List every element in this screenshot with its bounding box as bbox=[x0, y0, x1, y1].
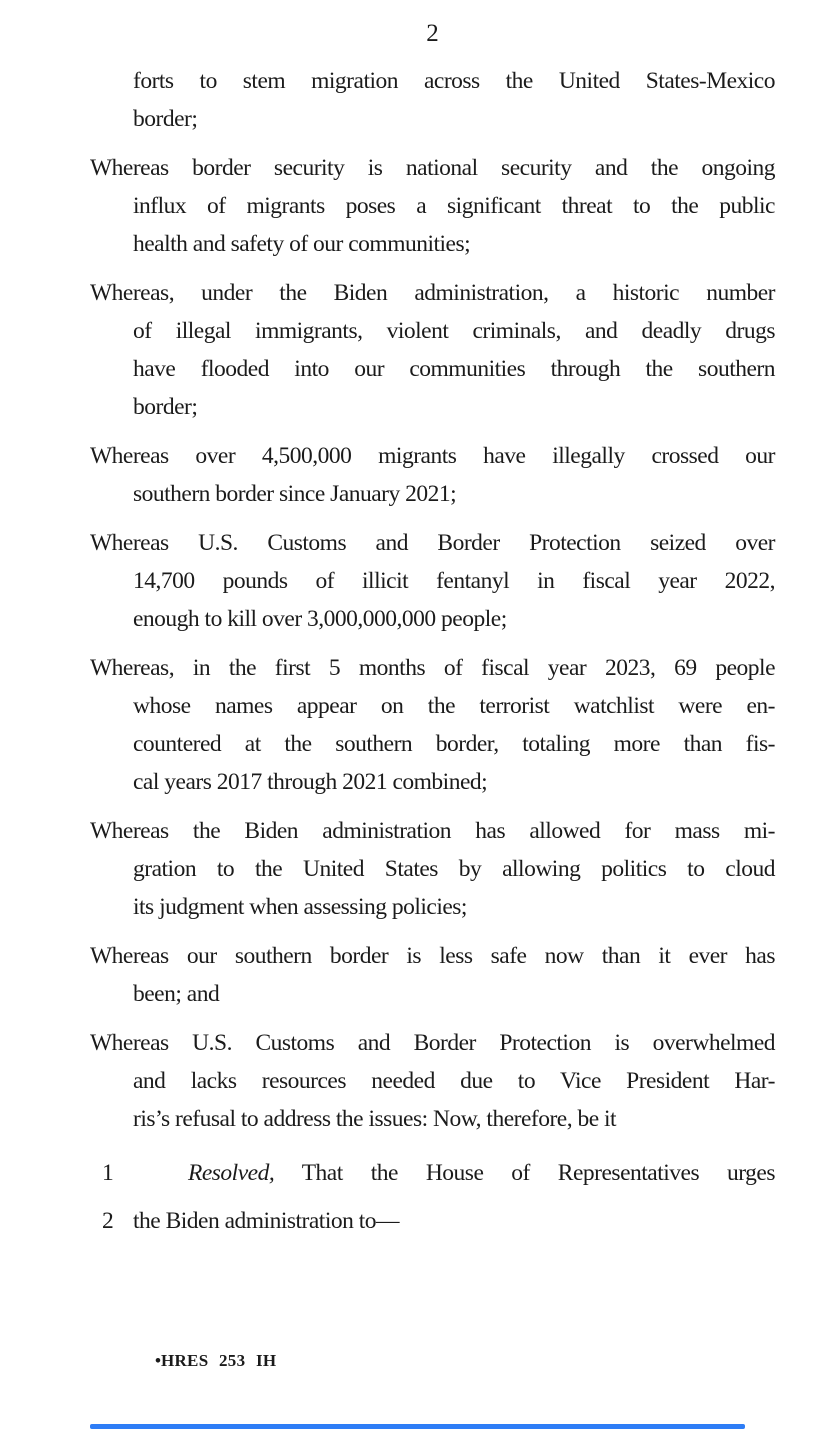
paragraph bbox=[90, 937, 775, 1013]
page-number: 2 bbox=[426, 20, 439, 47]
paragraph bbox=[90, 812, 775, 926]
text-line: whose names appear on the terrorist watchlist were en- bbox=[133, 693, 775, 719]
text-line: been; and bbox=[133, 981, 220, 1007]
text-line: cal years 2017 through 2021 combined; bbox=[133, 769, 488, 795]
paragraph bbox=[90, 649, 775, 801]
numbered-section bbox=[90, 1149, 775, 1245]
text-line: southern border since January 2021; bbox=[133, 481, 457, 507]
paragraph bbox=[90, 62, 775, 138]
line-number: 1 bbox=[102, 1160, 114, 1186]
text-line: of illegal immigrants, violent criminals, and deadly drugs bbox=[133, 318, 775, 344]
text-line: influx of migrants poses a significant threat to the public bbox=[133, 193, 775, 219]
text-line: and lacks resources needed due to Vice President Har- bbox=[133, 1068, 775, 1094]
text-line: Whereas our southern border is less safe now than it ever has bbox=[90, 943, 775, 969]
text-line: Whereas over 4,500,000 migrants have illegally crossed our bbox=[90, 443, 775, 469]
line-text: the Biden administration to— bbox=[133, 1208, 400, 1234]
numbered-line bbox=[90, 1149, 775, 1197]
text-line: Whereas U.S. Customs and Border Protection is overwhelmed bbox=[90, 1030, 775, 1056]
body-text bbox=[90, 62, 775, 1245]
text-line: health and safety of our communities; bbox=[133, 231, 471, 257]
text-line: border; bbox=[133, 106, 198, 132]
text-line: Whereas U.S. Customs and Border Protection seized over bbox=[90, 530, 775, 556]
footer-text: HRES 253 IH bbox=[160, 1351, 277, 1370]
text-line: ris’s refusal to address the issues: Now, therefore, be it bbox=[133, 1106, 617, 1132]
text-line: border; bbox=[133, 394, 198, 420]
footer-bullet-icon: • bbox=[155, 1351, 161, 1370]
footer-jacket-line bbox=[155, 1351, 276, 1371]
text-line: Whereas border security is national security and the ongoing bbox=[90, 155, 775, 181]
text-line: gration to the United States by allowing politics to cloud bbox=[133, 856, 775, 882]
text-line: forts to stem migration across the United States-Mexico bbox=[133, 68, 775, 94]
line-text: Resolved, That the House of Representatives urges bbox=[188, 1160, 775, 1186]
paragraph bbox=[90, 1024, 775, 1138]
line-number: 2 bbox=[102, 1208, 114, 1234]
text-line: countered at the southern border, totaling more than fis- bbox=[133, 731, 775, 757]
paragraph bbox=[90, 274, 775, 426]
numbered-line bbox=[90, 1197, 775, 1245]
paragraph bbox=[90, 437, 775, 513]
text-line: Whereas, under the Biden administration, a historic number bbox=[90, 280, 775, 306]
text-line: Whereas, in the first 5 months of fiscal year 2023, 69 people bbox=[90, 655, 775, 681]
paragraph bbox=[90, 149, 775, 263]
text-line: enough to kill over 3,000,000,000 people; bbox=[133, 606, 507, 632]
text-line: Whereas the Biden administration has allowed for mass mi- bbox=[90, 818, 775, 844]
text-line: its judgment when assessing policies; bbox=[133, 894, 467, 920]
resolved-term: Resolved, bbox=[188, 1160, 275, 1186]
text-line: have flooded into our communities through the southern bbox=[133, 356, 775, 382]
text-line: 14,700 pounds of illicit fentanyl in fiscal year 2022, bbox=[133, 568, 775, 594]
paragraph bbox=[90, 524, 775, 638]
horizontal-scrollbar[interactable] bbox=[90, 1424, 745, 1429]
